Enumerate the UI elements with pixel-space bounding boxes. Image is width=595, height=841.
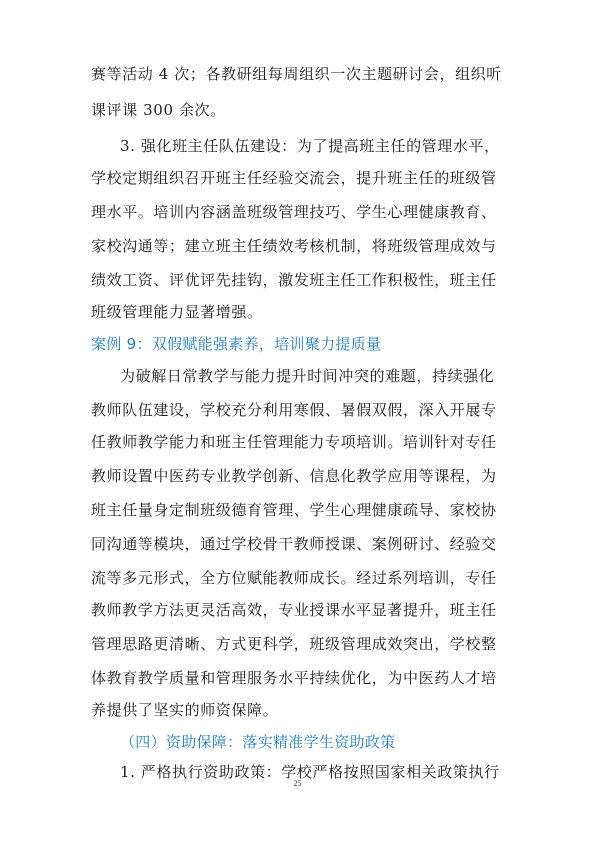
body-text-line: 任教师教学能力和班主任管理能力专项培训。培训针对专任: [91, 433, 497, 451]
body-text-line: 理水平。培训内容涵盖班级管理技巧、学生心理健康教育、: [91, 203, 497, 221]
body-text-line: 教师教学方法更灵活高效，专业授课水平显著提升，班主任: [91, 601, 497, 619]
body-text-line: 流等多元形式，全方位赋能教师成长。经过系列培训，专任: [91, 569, 497, 587]
body-text-line: 养提供了坚实的师资保障。: [91, 701, 279, 719]
page-number: 25: [293, 779, 302, 788]
body-text-line: 3. 强化班主任队伍建设：为了提高班主任的管理水平，: [120, 137, 500, 155]
body-text-line: 课评课 300 余次。: [91, 101, 226, 119]
body-text-line: 教师设置中医药专业教学创新、信息化教学应用等课程，为: [91, 467, 497, 485]
body-text-line: 赛等活动 4 次；各教研组每周组织一次主题研讨会，组织听: [91, 65, 502, 83]
section-heading: （四）资助保障：落实精准学生资助政策: [120, 733, 396, 751]
body-text-line: 学校定期组织召开班主任经验交流会，提升班主任的班级管: [91, 169, 497, 187]
body-text-line: 同沟通等模块，通过学校骨干教师授课、案例研讨、经验交: [91, 535, 497, 553]
case-heading: 案例 9：双假赋能强素养，培训聚力提质量: [91, 335, 382, 353]
body-text-line: 班级管理能力显著增强。: [91, 303, 263, 321]
body-text-line: 家校沟通等；建立班主任绩效考核机制，将班级管理成效与: [91, 237, 497, 255]
body-text-line: 管理思路更清晰、方式更科学，班级管理成效突出，学校整: [91, 635, 497, 653]
body-text-line: 绩效工资、评优评先挂钩，激发班主任工作积极性，班主任: [91, 271, 497, 289]
body-text-line: 为破解日常教学与能力提升时间冲突的难题，持续强化: [120, 367, 495, 385]
body-text-line: 体教育教学质量和管理服务水平持续优化，为中医药人才培: [91, 669, 497, 687]
body-text-line: 1. 严格执行资助政策：学校严格按照国家相关政策执行: [120, 763, 500, 781]
body-text-line: 教师队伍建设，学校充分利用寒假、暑假双假，深入开展专: [91, 401, 497, 419]
body-text-line: 班主任量身定制班级德育管理、学生心理健康疏导、家校协: [91, 501, 497, 519]
